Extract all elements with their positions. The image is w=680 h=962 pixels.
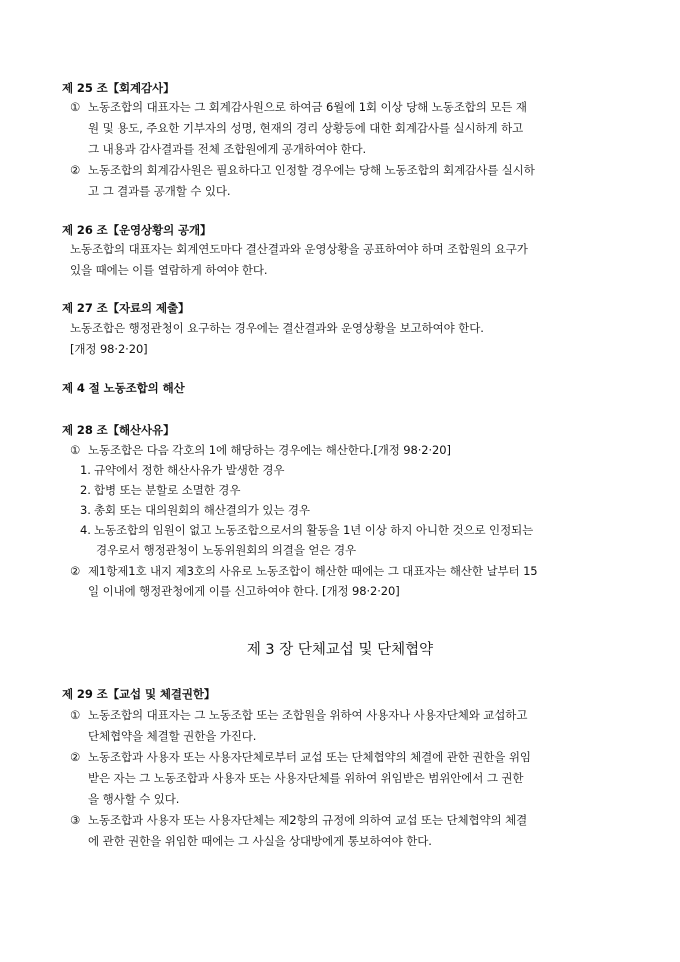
line-text: 노동조합의 회계감사원은 필요하다고 인정할 경우에는 당해 노동조합의 회계감사를 실시하	[88, 163, 535, 177]
article-25-para-1-line-3: 그 내용과 감사결과를 전체 조합원에게 공개하여야 한다.	[88, 142, 367, 156]
article-25-heading: 제 25 조【회계감사】	[62, 81, 175, 95]
article-28-item-4	[80, 522, 533, 538]
article-29-heading: 제 29 조【교섭 및 체결권한】	[62, 687, 216, 701]
article-29-para-3-line-1	[70, 812, 527, 828]
section-4-heading: 제 4 절 노동조합의 해산	[62, 381, 185, 395]
line-text: 노동조합의 대표자는 그 회계감사원으로 하여금 6월에 1회 이상 당해 노동조합의 모든 재	[88, 100, 527, 114]
article-25-para-2-line-1	[70, 162, 535, 178]
article-26-line-2: 있을 때에는 이를 열람하게 하여야 한다.	[70, 263, 268, 277]
line-text: 노동조합의 대표자는 그 노동조합 또는 조합원을 위하여 사용자나 사용자단체와 교섭하고	[88, 708, 528, 722]
para-marker: ①	[70, 708, 81, 722]
line-text: 노동조합은 다음 각호의 1에 해당하는 경우에는 해산한다.[개정 98·2·20]	[88, 443, 451, 457]
para-marker: ②	[70, 564, 81, 578]
article-28-para-2-line-1	[70, 563, 538, 579]
article-28-item-3	[80, 502, 310, 518]
article-28-item-2	[80, 482, 240, 498]
item-text: 합병 또는 분할로 소멸한 경우	[94, 483, 241, 497]
item-text: 규약에서 정한 해산사유가 발생한 경우	[94, 463, 285, 477]
article-28-item-4-line-2: 경우로서 행정관청이 노동위원회의 의결을 얻은 경우	[96, 543, 356, 557]
article-29-para-1-line-2: 단체협약을 체결할 권한을 가진다.	[88, 729, 257, 743]
chapter-3-title: 제 3 장 단체교섭 및 단체협약	[246, 642, 434, 658]
line-text: 노동조합과 사용자 또는 사용자단체로부터 교섭 또는 단체협약의 체결에 관한 권한을 위임	[88, 750, 531, 764]
item-text: 노동조합의 임원이 없고 노동조합으로서의 활동을 1년 이상 하지 아니한 것으로 인정되는	[94, 523, 534, 537]
item-number: 2.	[80, 483, 91, 497]
article-26-heading: 제 26 조【운영상황의 공개】	[62, 223, 212, 237]
article-28-para-1-line-1	[70, 442, 451, 458]
article-29-para-3-line-2: 에 관한 권한을 위임한 때에는 그 사실을 상대방에게 통보하여야 한다.	[88, 834, 432, 848]
article-27-line-1: 노동조합은 행정관청이 요구하는 경우에는 결산결과와 운영상황을 보고하여야 한다.	[70, 321, 484, 335]
article-27-heading: 제 27 조【자료의 제출】	[62, 301, 190, 315]
para-marker: ①	[70, 443, 81, 457]
article-26-line-1: 노동조합의 대표자는 회계연도마다 결산결과와 운영상황을 공표하여야 하며 조합원의 요구가	[70, 242, 528, 256]
article-25-para-1-line-1	[70, 99, 527, 115]
item-number: 4.	[80, 523, 91, 537]
para-marker: ①	[70, 100, 81, 114]
item-number: 3.	[80, 503, 91, 517]
line-text: 제1항제1호 내지 제3호의 사유로 노동조합이 해산한 때에는 그 대표자는 해산한 날부터 15	[88, 564, 538, 578]
article-29-para-2-line-3: 을 행사할 수 있다.	[88, 792, 180, 806]
article-25-para-1-line-2: 원 및 용도, 주요한 기부자의 성명, 현재의 경리 상황등에 대한 회계감사를 실시하게 하고	[88, 121, 524, 135]
line-text: 노동조합과 사용자 또는 사용자단체는 제2항의 규정에 의하여 교섭 또는 단체협약의 체결	[88, 813, 528, 827]
para-marker: ②	[70, 750, 81, 764]
para-marker: ③	[70, 813, 81, 827]
article-29-para-2-line-2: 받은 자는 그 노동조합과 사용자 또는 사용자단체를 위하여 위임받은 범위안에서 그 권한	[88, 771, 524, 785]
article-28-para-2-line-2: 일 이내에 행정관청에게 이를 신고하여야 한다. [개정 98·2·20]	[88, 584, 400, 598]
article-27-amendment-note: [개정 98·2·20]	[70, 342, 148, 356]
article-28-item-1	[80, 462, 284, 478]
article-25-para-2-line-2: 고 그 결과를 공개할 수 있다.	[88, 184, 231, 198]
item-text: 총회 또는 대의원회의 해산결의가 있는 경우	[94, 503, 310, 517]
article-29-para-2-line-1	[70, 749, 531, 765]
article-29-para-1-line-1	[70, 707, 527, 723]
para-marker: ②	[70, 163, 81, 177]
item-number: 1.	[80, 463, 91, 477]
article-28-heading: 제 28 조【해산사유】	[62, 423, 175, 437]
